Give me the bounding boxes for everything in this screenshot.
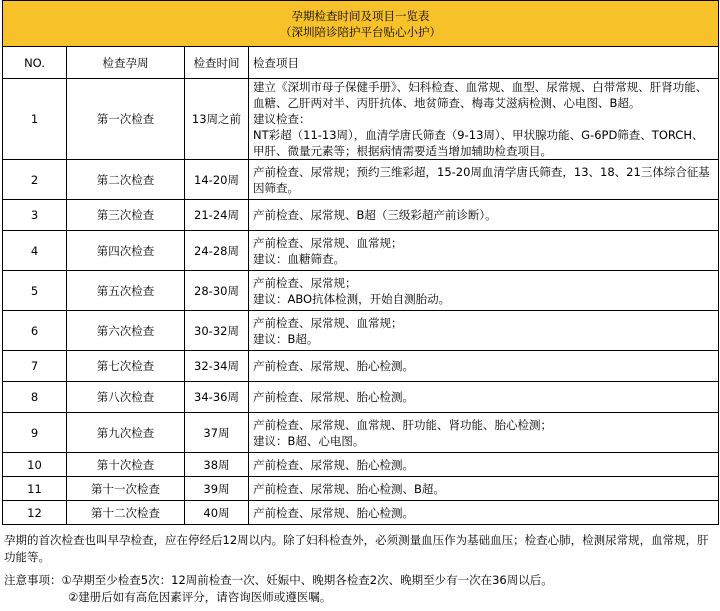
- table-row: [3, 477, 719, 501]
- row-items: [249, 311, 719, 351]
- row-visit: 第三次检查: [67, 200, 185, 231]
- row-number: 9: [3, 413, 67, 453]
- row-visit: 第十一次检查: [67, 477, 185, 501]
- header-week: 检查孕周: [67, 47, 185, 79]
- row-item-line: NT彩超（11-13周），血清学唐氏筛查（9-13周）、甲状腺功能、G-6PD筛查、TORCH、甲肝、微量元素等；根据病情需要适当增加辅助检查项目。: [253, 128, 704, 158]
- row-item-line: 产前检查、尿常规、胎心检测。: [253, 457, 414, 472]
- header-items: 检查项目: [249, 47, 719, 79]
- row-items: [249, 160, 719, 200]
- table-row: [3, 271, 719, 311]
- row-time: 40周: [185, 501, 249, 525]
- row-visit: 第十二次检查: [67, 501, 185, 525]
- table-row: [3, 501, 719, 525]
- notes-paragraph: 孕期的首次检查也叫早孕检查，应在停经后12周以内。除了妇科检查外，必须测量血压作为基础血压；检查心肺，检测尿常规，血常规，肝功能等。: [4, 533, 709, 564]
- row-time: 21-24周: [185, 200, 249, 231]
- row-item-line: 产前检查、尿常规；: [253, 275, 357, 290]
- row-visit: 第八次检查: [67, 382, 185, 413]
- notes-section: [4, 532, 716, 606]
- row-items: [249, 382, 719, 413]
- row-item-line: 建议：ABO抗体检测，开始自测胎动。: [253, 291, 451, 306]
- row-item-line: 产前检查、尿常规、胎心检测。: [253, 390, 414, 404]
- row-time: 39周: [185, 477, 249, 501]
- table-header-row: [3, 47, 719, 79]
- row-time: 24-28周: [185, 231, 249, 271]
- row-visit: 第十次检查: [67, 453, 185, 477]
- row-time: 38周: [185, 453, 249, 477]
- row-visit: 第二次检查: [67, 160, 185, 200]
- row-number: 4: [3, 231, 67, 271]
- row-items: [249, 351, 719, 382]
- row-number: 10: [3, 453, 67, 477]
- notes-attention: 注意事项：①孕期至少检查5次：12周前检查一次、妊娠中、晚期各检查2次、晚期至少有一次在36周以后。: [4, 573, 553, 587]
- table-row: [3, 231, 719, 271]
- table-row: [3, 311, 719, 351]
- row-time: 34-36周: [185, 382, 249, 413]
- row-number: 8: [3, 382, 67, 413]
- table-title-subtitle: （深圳陪诊陪护平台贴心小护）: [280, 24, 441, 39]
- row-item-line: 建议：B超、心电图。: [253, 433, 365, 448]
- table-row: [3, 200, 719, 231]
- table-row: [3, 453, 719, 477]
- table-row: [3, 413, 719, 453]
- row-item-line: 建议：B超。: [253, 331, 319, 346]
- row-number: 1: [3, 79, 67, 160]
- row-number: 7: [3, 351, 67, 382]
- row-time: 32-34周: [185, 351, 249, 382]
- row-time: 28-30周: [185, 271, 249, 311]
- row-items: [249, 501, 719, 525]
- row-item-line: 产前检查、尿常规、B超（三级彩超产前诊断）。: [253, 208, 497, 222]
- table-row: [3, 351, 719, 382]
- table-row: [3, 79, 719, 160]
- row-items: [249, 271, 719, 311]
- row-items: [249, 79, 719, 160]
- row-visit: 第六次检查: [67, 311, 185, 351]
- row-number: 2: [3, 160, 67, 200]
- row-item-line: 产前检查、尿常规、血常规；: [253, 235, 403, 250]
- header-time: 检查时间: [185, 47, 249, 79]
- row-time: 37周: [185, 413, 249, 453]
- row-number: 3: [3, 200, 67, 231]
- row-item-line: 产前检查、尿常规、血常规；: [253, 315, 403, 330]
- row-number: 12: [3, 501, 67, 525]
- table-row: [3, 382, 719, 413]
- row-visit: 第九次检查: [67, 413, 185, 453]
- row-item-line: 建议：血糖筛查。: [253, 251, 345, 266]
- row-item-line: 建立《深圳市母子保健手册》、妇科检查、血常规、血型、尿常规、白带常规、肝肾功能、血糖、乙肝两对半、丙肝抗体、地贫筛查、梅毒艾滋病检测、心电图、B超。: [253, 80, 708, 110]
- row-visit: 第七次检查: [67, 351, 185, 382]
- row-item-line: 产前检查、尿常规、血常规、肝功能、肾功能、胎心检测；: [253, 417, 552, 432]
- row-visit: 第五次检查: [67, 271, 185, 311]
- row-item-line: 产前检查、尿常规；预约三维彩超，15-20周血清学唐氏筛查，13、18、21三体综合征基因筛查。: [253, 164, 710, 195]
- row-item-line: 产前检查、尿常规、胎心检测。: [253, 359, 414, 373]
- row-items: [249, 200, 719, 231]
- row-items: [249, 413, 719, 453]
- row-visit: 第一次检查: [67, 79, 185, 160]
- row-items: [249, 477, 719, 501]
- notes-attention-2: ②建册后如有高危因素评分，请咨询医师或遵医嘱。: [68, 590, 332, 604]
- table-title-main: 孕期检查时间及项目一览表: [291, 8, 430, 23]
- header-no: NO.: [3, 47, 67, 79]
- row-item-line: 产前检查、尿常规、胎心检测。: [253, 505, 414, 520]
- row-items: [249, 453, 719, 477]
- row-number: 11: [3, 477, 67, 501]
- row-item-line: 产前检查、尿常规、胎心检测、B超。: [253, 481, 445, 496]
- table-row: [3, 160, 719, 200]
- row-number: 6: [3, 311, 67, 351]
- row-time: 30-32周: [185, 311, 249, 351]
- row-item-line: 建议检查：: [253, 112, 311, 126]
- row-time: 14-20周: [185, 160, 249, 200]
- table-title: [3, 1, 719, 47]
- row-items: [249, 231, 719, 271]
- row-time: 13周之前: [185, 79, 249, 160]
- row-number: 5: [3, 271, 67, 311]
- row-visit: 第四次检查: [67, 231, 185, 271]
- prenatal-schedule-table: [2, 0, 719, 525]
